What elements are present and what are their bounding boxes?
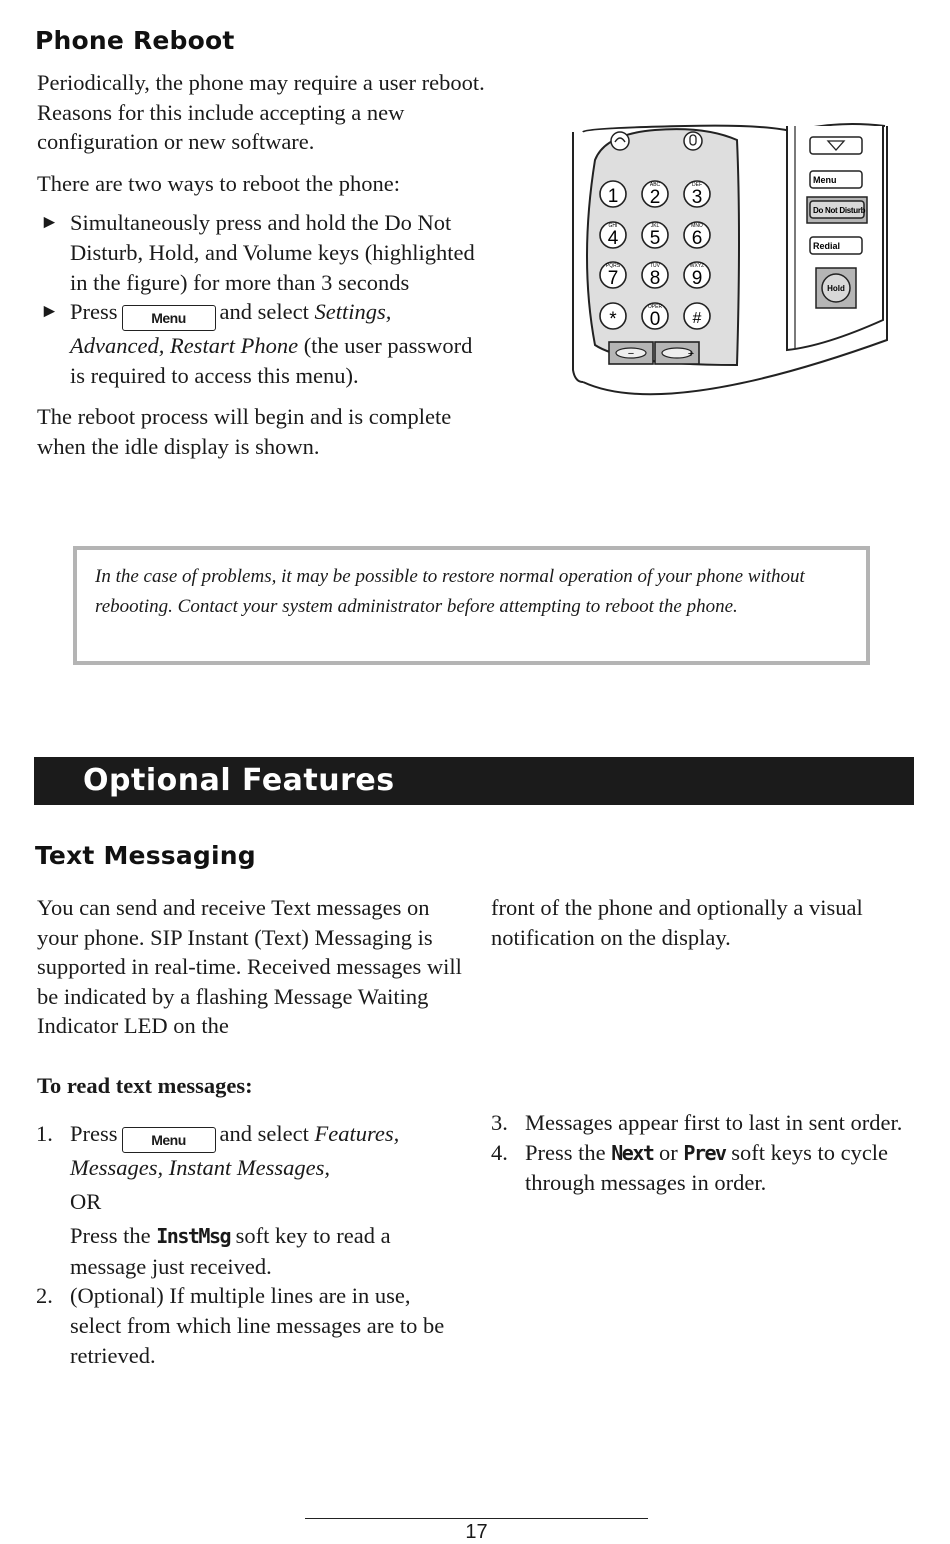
key-digit: 1 <box>607 186 619 207</box>
key-digit: 6 <box>691 228 703 249</box>
key-digit: 3 <box>691 187 703 208</box>
step-number: 2. <box>36 1283 53 1309</box>
step-4-pre: Press the <box>525 1139 606 1165</box>
redial-label: Redial <box>813 241 841 251</box>
key-letters: DEF <box>692 182 702 188</box>
key-4 <box>600 222 626 249</box>
key-8 <box>642 262 668 289</box>
key-6 <box>684 222 710 249</box>
key-letters: WXYZ <box>689 263 705 269</box>
step-3-text: Messages appear first to last in sent order. <box>525 1110 903 1135</box>
phone-figure <box>565 120 910 420</box>
key-1 <box>600 181 626 207</box>
text-messaging-heading: Text Messaging <box>35 841 256 870</box>
step-1-or: OR <box>70 1188 102 1214</box>
volume-plus-glyph: + <box>687 348 695 360</box>
step-4-or: or <box>659 1139 678 1165</box>
reboot-two-ways: There are two ways to reboot the phone: <box>37 170 400 196</box>
key-letters: OPER <box>647 304 663 310</box>
step-1-alt-post: soft key to read a message just received. <box>70 1223 391 1279</box>
reboot-bullet-2 <box>0 297 487 390</box>
key-7 <box>600 262 626 289</box>
key-star <box>600 303 626 330</box>
key-5 <box>642 222 668 249</box>
instmsg-softkey: InstMsg <box>156 1224 231 1249</box>
key-letters: TUV <box>650 263 660 269</box>
headset-icon <box>611 132 629 150</box>
key-digit: 5 <box>649 228 661 249</box>
bullet-2-italic: Settings, Advanced, Restart Phone <box>70 299 392 359</box>
reboot-complete: The reboot process will begin and is complete when the idle display is shown. <box>37 404 452 459</box>
step-1-mid: and select <box>219 1121 309 1146</box>
key-letters: ABC <box>649 182 661 188</box>
key-letters: GHI <box>608 223 618 229</box>
step-2-text: (Optional) If multiple lines are in use, select from which line messages are to be retrieved. <box>70 1283 445 1368</box>
step-4 <box>455 1138 912 1198</box>
menu-side-label: Menu <box>813 175 837 185</box>
key-digit: # <box>692 310 702 327</box>
steps-right-column <box>492 1108 912 1198</box>
nav-down-button <box>810 137 862 154</box>
key-letters: JKL <box>650 223 660 229</box>
key-0 <box>642 303 668 330</box>
key-hash <box>684 303 710 329</box>
step-1 <box>0 1119 457 1281</box>
bullet-arrow-icon: ► <box>40 301 59 323</box>
key-digit: 0 <box>649 309 661 330</box>
hold-label: Hold <box>827 284 845 293</box>
step-number: 4. <box>491 1139 508 1165</box>
step-1-alt-pre: Press the <box>70 1223 151 1249</box>
menu-key-icon: Menu <box>122 1127 216 1153</box>
step-1-italic: Features, Messages, Instant Messages, <box>70 1121 400 1180</box>
reboot-bullet-1 <box>0 208 487 297</box>
reboot-intro: Periodically, the phone may require a user reboot. Reasons for this include accepting a new configuration or new software. <box>37 70 485 155</box>
bullet-2-pre: Press <box>70 299 118 325</box>
note-box <box>73 546 870 665</box>
key-letters: MNO <box>691 223 703 229</box>
step-3 <box>455 1108 912 1138</box>
key-9 <box>684 262 710 289</box>
volume-minus-glyph: − <box>627 348 635 360</box>
step-number: 1. <box>36 1121 53 1146</box>
do-not-disturb-label: Do Not Disturb <box>813 206 866 215</box>
optional-features-bar: Optional Features <box>34 757 914 805</box>
step-4-post: soft keys to cycle through messages in order. <box>525 1139 889 1196</box>
key-letters: PQRS <box>605 263 621 269</box>
menu-key-icon: Menu <box>122 305 216 331</box>
read-messages-heading: To read text messages: <box>37 1073 253 1098</box>
reboot-text-column <box>37 68 487 462</box>
next-softkey: Next <box>611 1140 654 1165</box>
key-2 <box>642 181 668 208</box>
note-text: In the case of problems, it may be possible to restore normal operation of your phone without rebooting. Contact your system administrator before attempting to reboot the phone. <box>95 566 805 617</box>
phone-reboot-heading: Phone Reboot <box>35 26 235 55</box>
text-messaging-intro-left: You can send and receive Text messages on your phone. SIP Instant (Text) Messaging is supported in real-time. Received messages will be indicated by a flashing Message Waiting Indicator LED on the <box>37 895 462 1039</box>
footer-rule <box>305 1518 648 1519</box>
step-2 <box>0 1281 457 1370</box>
bullet-arrow-icon: ► <box>40 212 59 234</box>
key-digit: 4 <box>607 228 619 249</box>
key-3 <box>684 181 710 208</box>
text-messaging-intro-right: front of the phone and optionally a visual notification on the display. <box>491 895 863 950</box>
key-digit: * <box>609 309 617 330</box>
bullet-2-mid: and select <box>219 299 309 325</box>
step-1-pre: Press <box>70 1121 118 1146</box>
phone-body-outline <box>573 132 583 382</box>
key-digit: 8 <box>649 268 661 289</box>
bullet-2-post: (the user password is required to access this menu). <box>70 333 473 388</box>
step-number: 3. <box>491 1110 508 1135</box>
key-digit: 7 <box>607 268 619 289</box>
step-1-alt <box>70 1221 457 1281</box>
key-digit: 9 <box>691 268 703 289</box>
prev-softkey: Prev <box>683 1140 726 1165</box>
key-digit: 2 <box>649 187 661 208</box>
page-number: 17 <box>465 1521 488 1543</box>
bullet-1-text: Simultaneously press and hold the Do Not Disturb, Hold, and Volume keys (highlighted in the figure) for more than 3 seconds <box>70 210 475 295</box>
steps-left-column <box>37 1119 457 1370</box>
